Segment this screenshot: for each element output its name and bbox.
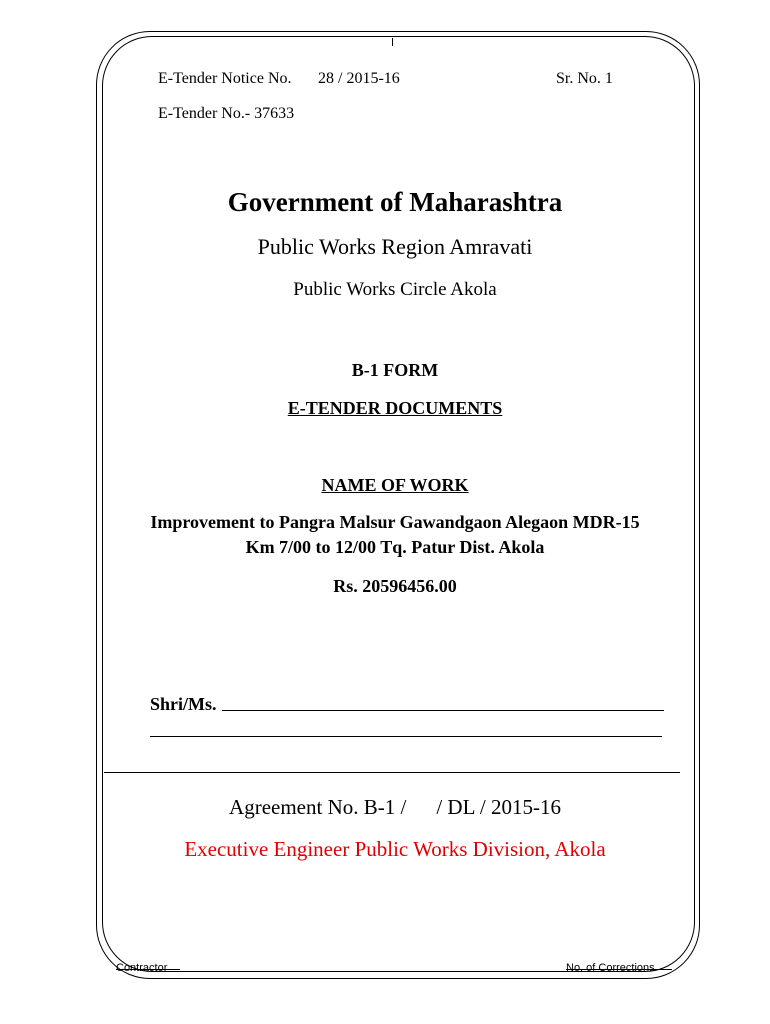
- tender-notice-label: E-Tender Notice No.: [158, 70, 292, 87]
- contractor-name-label: Shri/Ms.: [150, 694, 217, 714]
- agreement-suffix: / DL / 2015-16: [436, 795, 561, 819]
- contractor-address-blank-line: [150, 736, 662, 737]
- government-title: Government of Maharashtra: [227, 187, 563, 217]
- work-description-line1: Improvement to Pangra Malsur Gawandgaon Alegaon MDR-15: [150, 512, 640, 532]
- serial-number: Sr. No. 1: [556, 70, 613, 87]
- contractor-name-blank-line: [222, 710, 664, 711]
- agreement-prefix: Agreement No. B-1 /: [229, 795, 407, 819]
- tender-number: E-Tender No.- 37633: [158, 105, 295, 122]
- issuing-division: Executive Engineer Public Works Division, Akola: [184, 837, 606, 861]
- footer-corrections-label: No. of Corrections: [566, 962, 655, 974]
- footer-corrections-line: [566, 969, 672, 970]
- tender-notice-number: 28 / 2015-16: [318, 70, 400, 87]
- section-divider: [104, 772, 680, 773]
- top-tick-mark: [392, 38, 393, 46]
- region-title: Public Works Region Amravati: [257, 234, 533, 259]
- agreement-number: [102, 795, 688, 820]
- page-border-inner: [102, 36, 695, 972]
- circle-title: Public Works Circle Akola: [293, 279, 497, 300]
- form-name: B-1 FORM: [351, 360, 439, 380]
- documents-title: E-TENDER DOCUMENTS: [287, 398, 503, 418]
- work-amount: Rs. 20596456.00: [333, 576, 457, 596]
- footer-contractor-line: [116, 969, 180, 970]
- footer-contractor-label: Contractor: [116, 962, 168, 974]
- name-of-work-heading: NAME OF WORK: [321, 475, 469, 495]
- work-description-line2: Km 7/00 to 12/00 Tq. Patur Dist. Akola: [245, 537, 545, 557]
